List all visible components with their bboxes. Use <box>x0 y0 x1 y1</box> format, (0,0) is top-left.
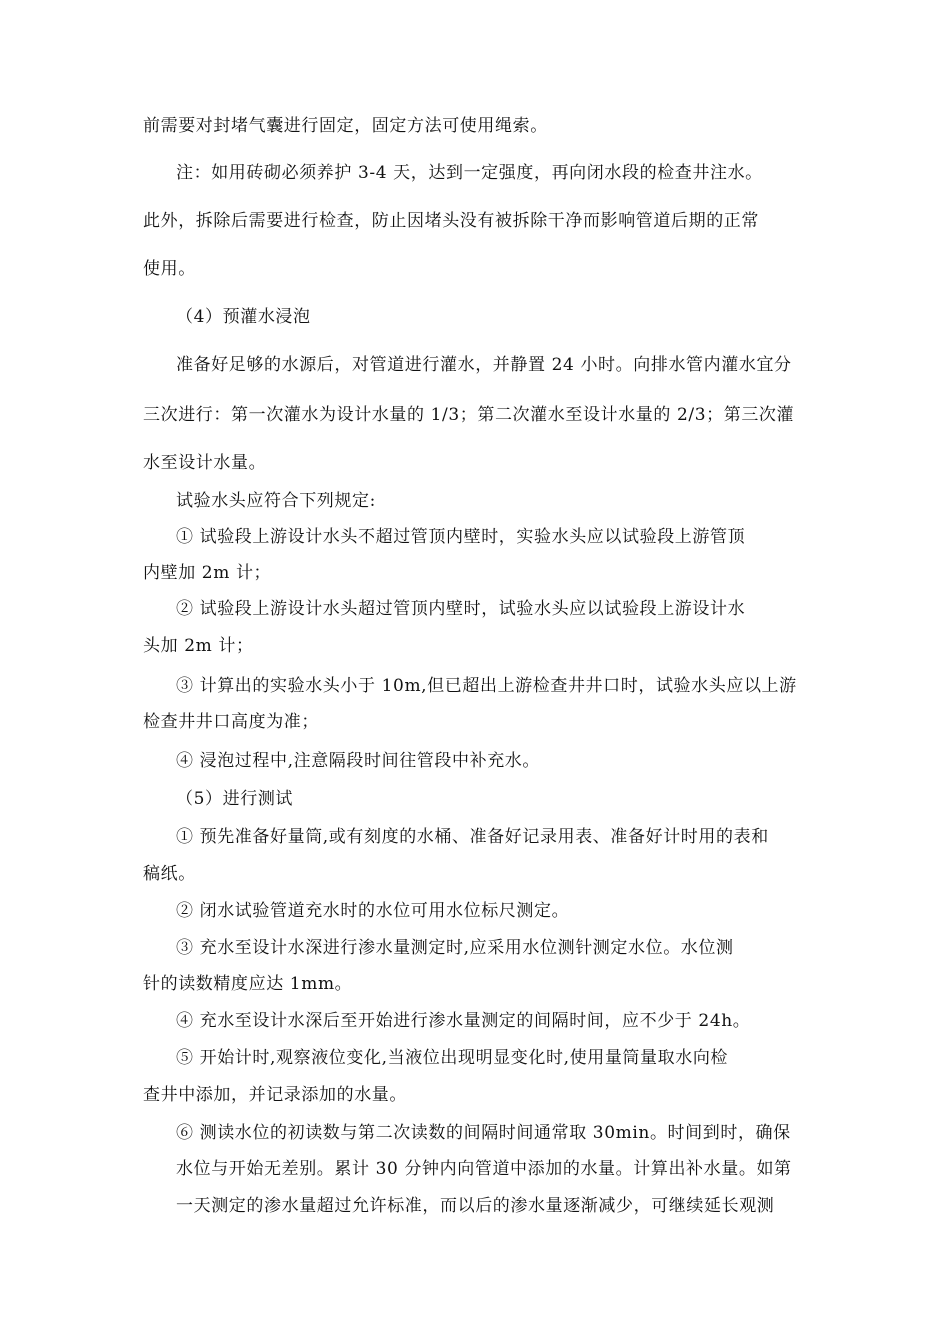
list-item: ⑥ 测读水位的初读数与第二次读数的间隔时间通常取 30min。时间到时，确保 <box>176 1123 791 1143</box>
text-line: 前需要对封堵气囊进行固定，固定方法可使用绳索。 <box>143 116 548 136</box>
text-line: 准备好足够的水源后，对管道进行灌水，并静置 24 小时。向排水管内灌水宜分 <box>176 355 792 375</box>
text-line: 此外，拆除后需要进行检查，防止因堵头没有被拆除干净而影响管道后期的正常 <box>143 211 759 231</box>
list-item: ④ 浸泡过程中,注意隔段时间往管段中补充水。 <box>176 751 541 771</box>
list-item: ③ 计算出的实验水头小于 10m,但已超出上游检查井井口时，试验水头应以上游 <box>176 676 797 696</box>
text-line: 头加 2m 计； <box>143 636 254 656</box>
list-item: ③ 充水至设计水深进行渗水量测定时,应采用水位测针测定水位。水位测 <box>176 938 734 958</box>
text-line: 水位与开始无差别。累计 30 分钟内向管道中添加的水量。计算出补水量。如第 <box>176 1159 792 1179</box>
text-line: 水至设计水量。 <box>143 453 267 473</box>
text-line: 使用。 <box>143 259 196 279</box>
text-line: 内壁加 2m 计； <box>143 563 272 583</box>
section-heading: （5）进行测试 <box>176 789 294 809</box>
text-line: 注：如用砖砌必须养护 3-4 天，达到一定强度，再向闭水段的检查井注水。 <box>176 163 763 183</box>
text-line: 查井中添加，并记录添加的水量。 <box>143 1085 407 1105</box>
list-item: ② 试验段上游设计水头超过管顶内壁时，试验水头应以试验段上游设计水 <box>176 599 746 619</box>
list-item: ① 预先准备好量筒,或有刻度的水桶、准备好记录用表、准备好计时用的表和 <box>176 827 769 847</box>
text-line: 检查井井口高度为准； <box>143 712 319 732</box>
section-heading: （4）预灌水浸泡 <box>176 307 311 327</box>
list-item: ④ 充水至设计水深后至开始进行渗水量测定的间隔时间，应不少于 24h。 <box>176 1011 751 1031</box>
list-item: ① 试验段上游设计水头不超过管顶内壁时，实验水头应以试验段上游管顶 <box>176 527 746 547</box>
text-line: 试验水头应符合下列规定: <box>176 491 376 511</box>
list-item: ⑤ 开始计时,观察液位变化,当液位出现明显变化时,使用量筒量取水向检 <box>176 1048 729 1068</box>
text-line: 稿纸。 <box>143 864 196 884</box>
text-line: 三次进行：第一次灌水为设计水量的 1/3；第二次灌水至设计水量的 2/3；第三次灌 <box>143 405 795 425</box>
text-line: 针的读数精度应达 1mm。 <box>143 974 353 994</box>
text-line: 一天测定的渗水量超过允许标准，而以后的渗水量逐渐减少，可继续延长观测 <box>176 1196 775 1216</box>
list-item: ② 闭水试验管道充水时的水位可用水位标尺测定。 <box>176 901 570 921</box>
